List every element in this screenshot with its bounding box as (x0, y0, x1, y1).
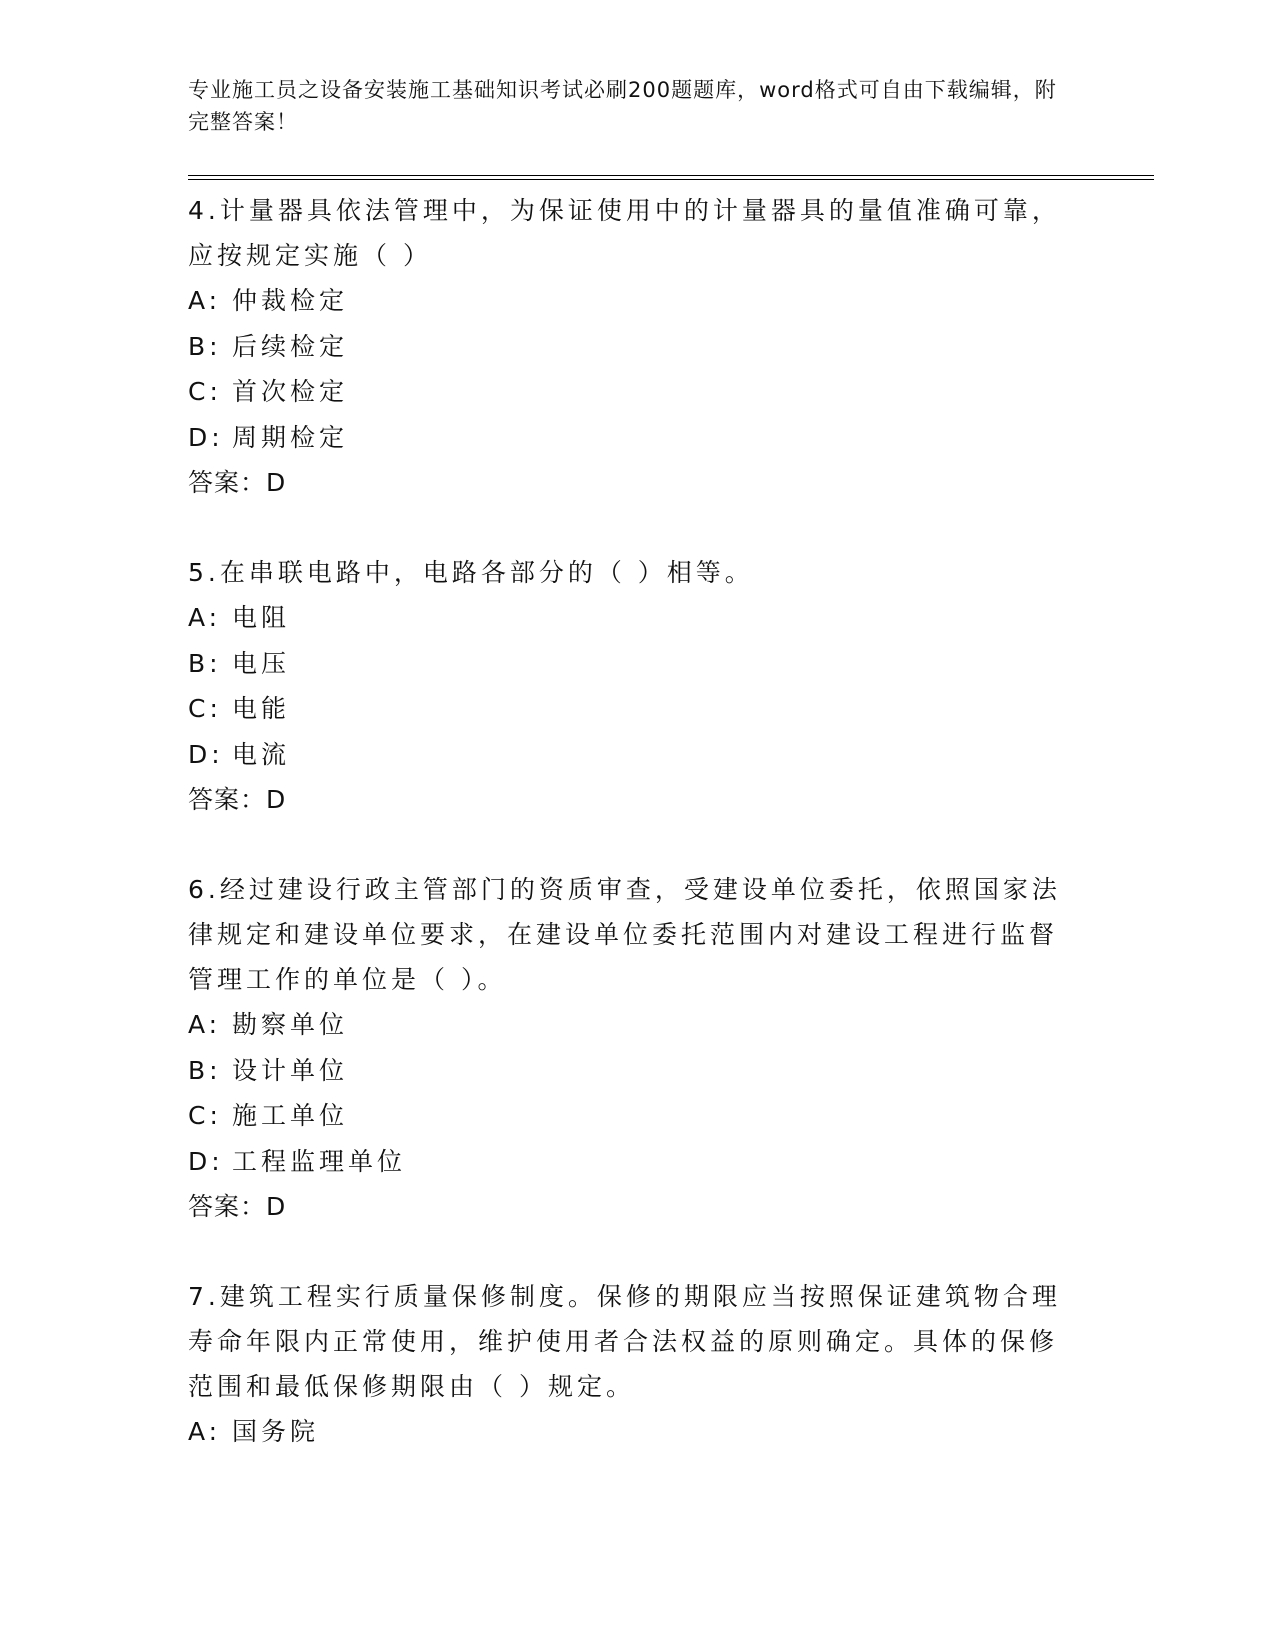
question-6 (188, 867, 1068, 1229)
header-divider (188, 175, 1154, 180)
option-text: 电能 (232, 694, 291, 723)
option-label: D: (188, 422, 224, 452)
option-c (188, 1093, 1068, 1139)
option-label: D: (188, 739, 224, 769)
question-4 (188, 188, 1068, 505)
option-text: 首次检定 (232, 377, 349, 406)
question-stem: 4.计量器具依法管理中，为保证使用中的计量器具的量值准确可靠，应按规定实施（ ） (188, 196, 1061, 270)
option-label: C: (188, 1101, 222, 1130)
option-label: B: (188, 648, 222, 678)
option-label: D: (188, 1146, 224, 1176)
question-stem: 6.经过建设行政主管部门的资质审查，受建设单位委托，依照国家法律规定和建设单位要求，在建设单位委托范围内对建设工程进行监督管理工作的单位是（ ）。 (188, 875, 1061, 994)
option-a (188, 278, 1068, 324)
option-d (188, 732, 1068, 778)
option-text: 国务院 (232, 1417, 320, 1446)
option-text: 电阻 (232, 603, 291, 632)
document-header (188, 74, 1068, 138)
option-c (188, 369, 1068, 415)
answer-line: 答案：D (188, 1192, 287, 1221)
option-label: A: (188, 1010, 222, 1039)
option-d (188, 1139, 1068, 1185)
option-text: 仲裁检定 (232, 286, 349, 315)
option-text: 周期检定 (232, 422, 349, 452)
option-label: C: (188, 377, 222, 406)
option-label: B: (188, 331, 222, 361)
option-label: C: (188, 694, 222, 723)
option-label: B: (188, 1055, 222, 1085)
option-b (188, 324, 1068, 370)
option-c (188, 686, 1068, 732)
option-b (188, 641, 1068, 687)
question-7 (188, 1274, 1068, 1455)
option-text: 施工单位 (232, 1101, 349, 1130)
option-label: A: (188, 286, 222, 315)
answer-line: 答案：D (188, 785, 287, 814)
document-title: 专业施工员之设备安装施工基础知识考试必刷200题题库，word格式可自由下载编辑，附完整答案！ (188, 78, 1057, 134)
option-text: 电压 (232, 648, 291, 678)
option-d (188, 415, 1068, 461)
question-list (188, 188, 1068, 1500)
question-5 (188, 550, 1068, 822)
option-b (188, 1048, 1068, 1094)
option-label: A: (188, 603, 222, 632)
option-text: 勘察单位 (232, 1010, 349, 1039)
answer-line: 答案：D (188, 468, 287, 497)
option-text: 设计单位 (232, 1055, 349, 1085)
question-stem: 5.在串联电路中，电路各部分的（ ）相等。 (188, 558, 754, 587)
option-label: A: (188, 1417, 222, 1446)
option-text: 工程监理单位 (232, 1146, 407, 1176)
option-text: 电流 (232, 739, 291, 769)
option-a (188, 1409, 1068, 1455)
question-stem: 7.建筑工程实行质量保修制度。保修的期限应当按照保证建筑物合理寿命年限内正常使用，维护使用者合法权益的原则确定。具体的保修范围和最低保修期限由（ ）规定。 (188, 1282, 1061, 1401)
option-a (188, 1002, 1068, 1048)
option-text: 后续检定 (232, 331, 349, 361)
option-a (188, 595, 1068, 641)
